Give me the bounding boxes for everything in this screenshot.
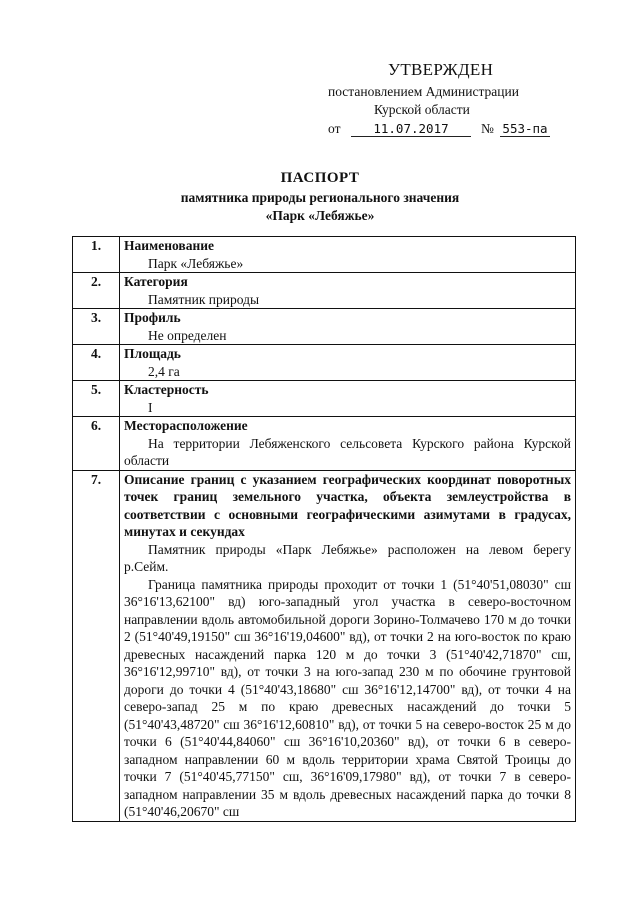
table-row [73, 309, 576, 345]
row-content [120, 345, 576, 381]
row-value: 2,4 га [148, 363, 180, 379]
row-value: I [148, 399, 153, 415]
row-number: 2. [73, 273, 120, 309]
row-content [120, 309, 576, 345]
approval-date: 11.07.2017 [351, 121, 471, 137]
row-value: Не определен [148, 327, 227, 343]
row-content [120, 470, 576, 821]
row-number: 1. [73, 237, 120, 273]
approval-authority: постановлением Администрации [328, 84, 519, 99]
row-heading: Наименование [124, 238, 214, 253]
row-value: Парк «Лебяжье» [148, 255, 244, 271]
table-row [73, 470, 576, 821]
row-value: Памятник природы [148, 291, 260, 307]
approval-region: Курской области [374, 102, 470, 117]
row-number: 4. [73, 345, 120, 381]
document-object-name: «Парк «Лебяжье» [265, 208, 375, 223]
document-title: ПАСПОРТ [280, 170, 360, 186]
row-number: 3. [73, 309, 120, 345]
number-sign: № [481, 121, 494, 136]
row-heading: Кластерность [124, 382, 209, 397]
row-heading: Профиль [124, 310, 181, 325]
table-row [73, 237, 576, 273]
approval-number: 553-па [500, 121, 550, 137]
passport-table [72, 236, 576, 822]
row-paragraph: Памятник природы «Парк Лебяжье» расположен на левом берегу р.Сейм. [124, 541, 571, 574]
table-row [73, 273, 576, 309]
row-number: 6. [73, 417, 120, 471]
from-label: от [328, 121, 341, 136]
row-heading: Описание границ с указанием географических координат поворотных точек границ земельного участка, объекта землеустройства в соответствии с основными географическими азимутами в градусах, минутах и секундах [124, 471, 571, 539]
table-row [73, 345, 576, 381]
row-number: 5. [73, 381, 120, 417]
row-heading: Месторасположение [124, 418, 248, 433]
row-heading: Площадь [124, 346, 181, 361]
table-row [73, 417, 576, 471]
boundary-description: Граница памятника природы проходит от точки 1 (51°40'51,08030" сш 36°16'13,62100" вд) юго-западный угол участка в северо-восточном направлении вдоль автомобильной дороги Зорино-Толмачево 170 м до точки 2 (51°40'49,19150" сш 36°16'19,04600" вд), от точки 2 на юго-восток по краю древесных насаждений парка 120 м до точки 3 (51°40'42,71870" сш, 36°16'12,99710" вд), от точки 3 на юго-запад 230 м по обочине грунтовой дороги до точки 4 (51°40'43,18680" сш 36°16'12,14700" вд), от точки 4 на северо-запад 25 м по краю древесных насаждений до точки 5 (51°40'43,48720" сш 36°16'12,60810" вд), от точки 5 на северо-восток 25 м до точки 6 (51°40'44,84060" сш 36°16'10,20360" вд), от точки 6 в северо-западном направлении 60 м вдоль территории храма Святой Троицы до точки 7 (51°40'45,77150" сш, 36°16'09,17980" вд), от точки 7 в северо-западном направлении 35 м вдоль древесных насаждений парка до точки 8 (51°40'46,20670" сш [124, 576, 571, 819]
table-row [73, 381, 576, 417]
row-content [120, 381, 576, 417]
document-subtitle: памятника природы регионального значения [180, 190, 460, 205]
row-content [120, 417, 576, 471]
row-heading: Категория [124, 274, 188, 289]
row-content [120, 237, 576, 273]
row-number: 7. [73, 470, 120, 821]
row-value: На территории Лебяженского сельсовета Курского района Курской области [124, 435, 571, 468]
approved-label: УТВЕРЖДЕН [388, 60, 494, 79]
row-content [120, 273, 576, 309]
